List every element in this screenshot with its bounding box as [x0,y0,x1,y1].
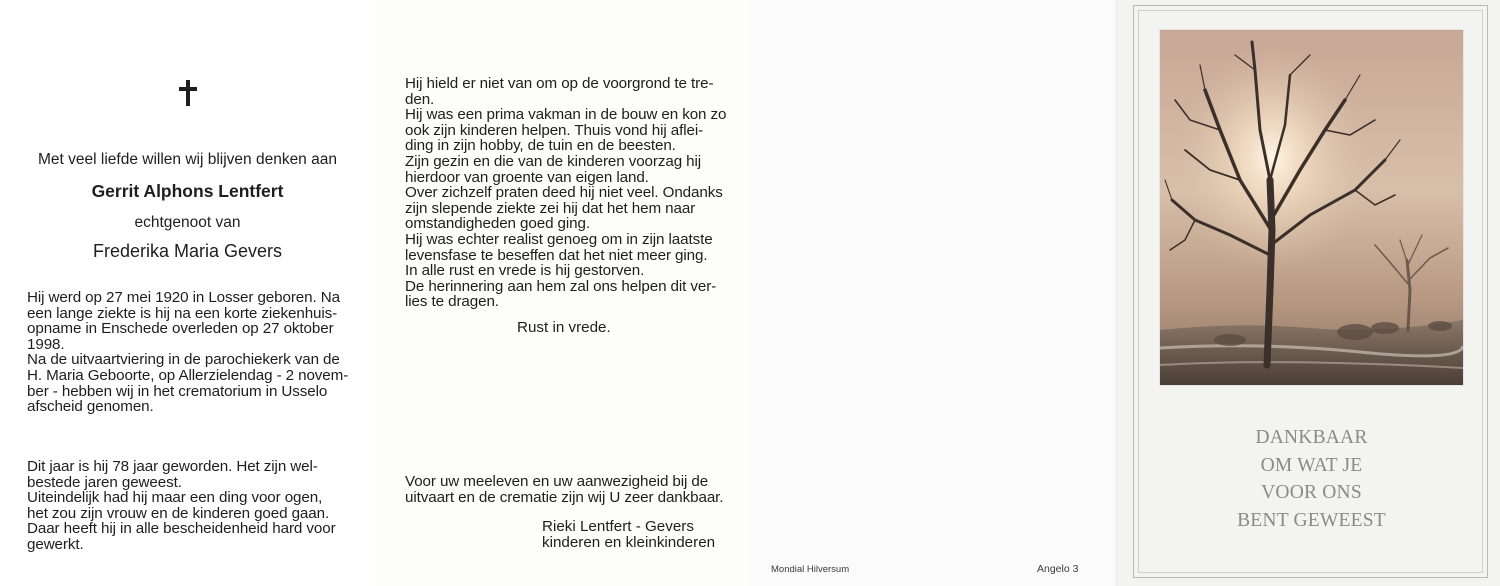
text-line: Voor uw meeleven en uw aanwezigheid bij de [405,473,709,490]
card-model: Angelo 3 [1037,563,1079,575]
thanks-paragraph [405,474,735,505]
text-line: bestede jaren geweest. [27,473,182,491]
text-line: gewerkt. [27,535,84,553]
intro-text: Met veel liefde willen wij blijven denken aan [38,151,337,168]
text-line: hierdoor van groente van eigen land. [405,168,649,186]
cross-icon [179,80,197,106]
card-panel-left [0,0,375,586]
text-line: uitvaart en de crematie zijn wij U zeer dankbaar. [405,488,724,506]
text-line: Hij werd op 27 mei 1920 in Losser geboren. Na [27,289,340,306]
text-line: Uiteindelijk had hij maar een ding voor ogen, [27,489,323,507]
text-line: De herinnering aan hem zal ons helpen dit ver- [405,277,717,295]
card-back-panel [750,0,1115,586]
text-line: Hij was echter realist genoeg om in zijn laatste [405,230,713,248]
card-panel-middle [375,0,750,586]
verse-line: VOOR ONS [1261,482,1362,503]
text-line: Over zichzelf praten deed hij niet veel. Ondanks [405,184,723,202]
signature-block [542,519,715,551]
signature-line: Rieki Lentfert - Gevers [542,518,694,535]
text-line: Na de uitvaartviering in de parochiekerk van de [27,351,340,369]
verse-line: OM WAT JE [1260,454,1363,476]
text-line: opname in Enschede overleden op 27 oktober [27,320,334,338]
tree-photo-icon [1160,30,1463,385]
card-front-panel [1115,0,1500,586]
text-line: H. Maria Geboorte, op Allerzielendag - 2 novem- [27,366,349,384]
text-line: Dit jaar is hij 78 jaar geworden. Het zijn wel- [27,458,318,475]
rest-in-peace-text: Rust in vrede. [517,319,611,336]
text-line: het zou zijn vrouw en de kinderen goed gaan. [27,504,330,522]
character-paragraph [405,76,735,310]
biography-paragraph [27,290,357,415]
text-line: Daar heeft hij in alle bescheidenheid hard voor [27,520,336,538]
text-line: afscheid genomen. [27,398,154,416]
verse-line: DANKBAAR [1255,427,1368,448]
text-line: zijn slepende ziekte zei hij dat het hem naar [405,199,696,217]
verse-line: BENT GEWEEST [1237,509,1386,531]
text-line: Zijn gezin en die van de kinderen voorzag hij [405,152,702,170]
signature-line: kinderen en kleinkinderen [542,534,716,551]
life-paragraph [27,459,357,553]
deceased-name: Gerrit Alphons Lentfert [91,181,284,201]
gratitude-verse [1160,424,1463,534]
printer-imprint: Mondial Hilversum [771,564,850,575]
text-line: een lange ziekte is hij na een korte ziekenhuis- [27,304,338,322]
text-line: den. [405,90,435,108]
text-line: ding in zijn hobby, de tuin en de beesten. [405,137,676,155]
text-line: ook zijn kinderen helpen. Thuis vond hij aflei- [405,121,704,139]
text-line: 1998. [27,335,65,353]
text-line: ber - hebben wij in het crematorium in Usselo [27,382,328,400]
spouse-label: echtgenoot van [134,214,241,231]
text-line: lies te dragen. [405,293,499,311]
spouse-name: Frederika Maria Gevers [92,241,283,261]
text-line: Hij hield er niet van om op de voorgrond te tre- [405,75,714,92]
text-line: omstandigheden goed ging. [405,215,590,233]
text-line: Hij was een prima vakman in de bouw en kon zo [405,106,727,124]
text-line: In alle rust en vrede is hij gestorven. [405,262,645,280]
text-line: levensfase te beseffen dat het niet meer ging. [405,246,708,264]
